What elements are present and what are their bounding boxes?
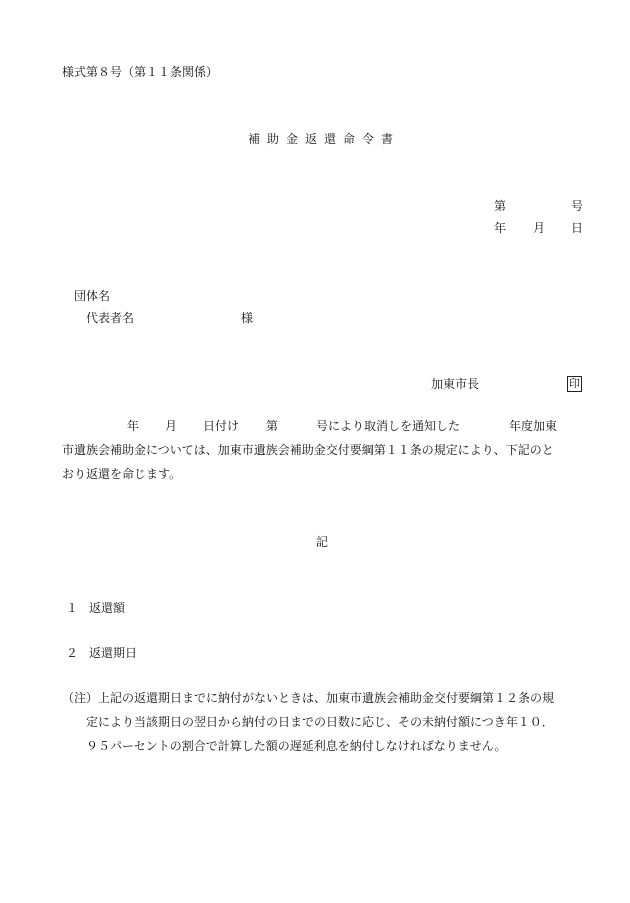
honorific: 様 (241, 311, 254, 325)
form-number: 様式第８号（第１１条関係） (62, 65, 219, 79)
sender-name: 加東市長 (431, 377, 480, 391)
note-line-1: （注）上記の返還期日までに納付がないときは、加東市遺族会補助金交付要綱第１２条の規 (62, 691, 555, 705)
org-label: 団体名 (74, 289, 111, 303)
date-year: 年 (494, 221, 507, 235)
body-notice-text: 号により取消しを通知した (316, 419, 461, 433)
note-line-2: 定により当該期日の翌日から納付の日までの日数に応じ、その未納付額につき年１０． (86, 715, 554, 729)
body-line-3: おり返還を命じます。 (62, 467, 182, 481)
body-line-2: 市遺族会補助金については、加東市遺族会補助金交付要綱第１１条の規定により、下記のと (62, 443, 554, 457)
note-block (62, 686, 590, 758)
item-2-label: 返還期日 (89, 646, 138, 660)
body-year: 年 (127, 419, 140, 433)
body-month: 月 (165, 419, 178, 433)
item-2-number: ２ (66, 646, 79, 660)
body-fiscal-year: 年度加東 (509, 419, 558, 433)
doc-number-prefix: 第 (494, 199, 507, 213)
date-month: 月 (533, 221, 546, 235)
seal-char: 印 (569, 377, 580, 390)
note-line-3: ９５パーセントの割合で計算した額の遅延利息を納付しなければなりません。 (86, 739, 507, 753)
item-1-label: 返還額 (89, 601, 126, 615)
document-title: 補助金返還命令書 (248, 132, 401, 146)
seal-mark (567, 375, 582, 392)
body-dated: 日付け (203, 419, 240, 433)
doc-number-suffix: 号 (571, 199, 584, 213)
item-1-number: １ (66, 601, 79, 615)
date-day: 日 (571, 221, 584, 235)
representative-label: 代表者名 (86, 311, 135, 325)
ki-heading: 記 (316, 535, 329, 549)
body-number-prefix: 第 (266, 419, 279, 433)
